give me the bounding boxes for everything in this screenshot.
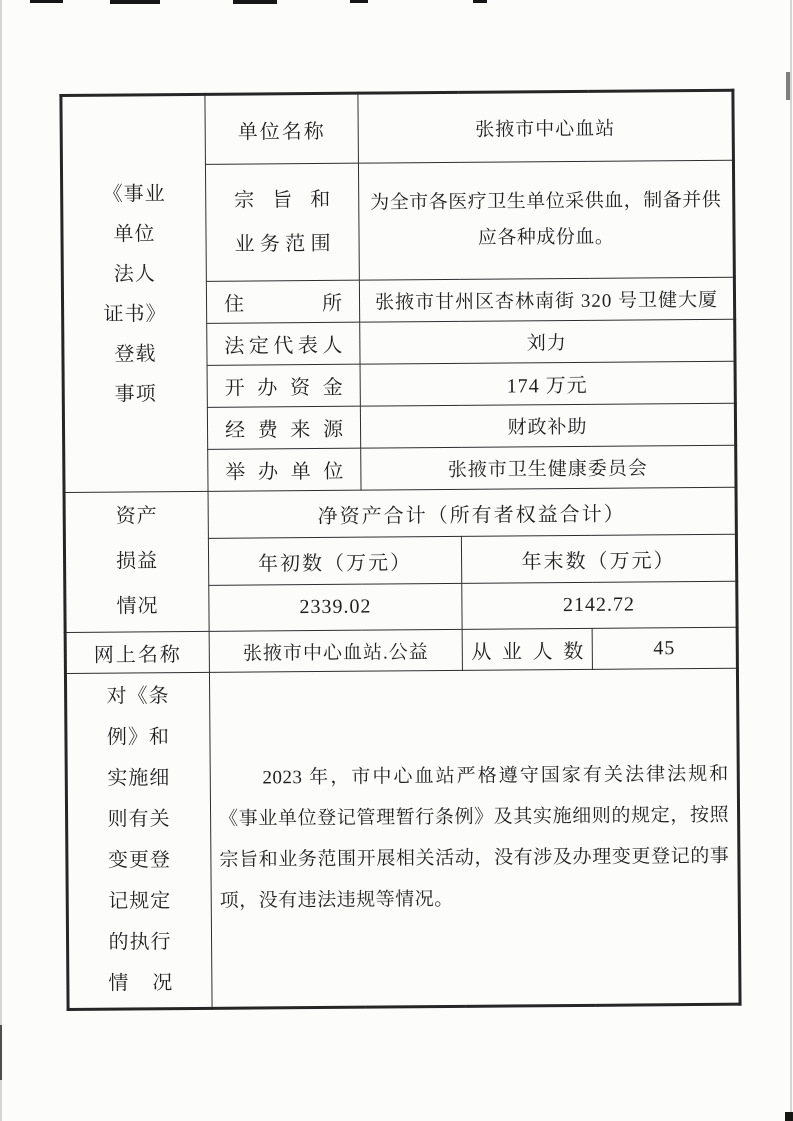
scan-artifact-left-edge xyxy=(0,0,2,1121)
compliance-title-line: 情况 xyxy=(108,972,173,995)
net-assets-header-cell xyxy=(208,487,736,539)
start-of-year-value-cell xyxy=(209,583,462,631)
end-of-year-label: 年末数（万元） xyxy=(521,549,676,573)
staff-count-value: 45 xyxy=(653,636,676,659)
staff-count-label-cell xyxy=(462,628,592,670)
address-label-cell xyxy=(206,280,359,323)
cert-title-line: 单位 xyxy=(113,222,156,246)
start-of-year-value: 2339.02 xyxy=(299,595,372,618)
organizer-label: 举办单位 xyxy=(225,460,344,484)
funding-value-cell xyxy=(360,403,735,448)
scan-artifact-top-dash xyxy=(30,0,63,3)
cert-section-title xyxy=(103,174,168,414)
compliance-title-line: 记规定 xyxy=(108,890,172,913)
online-name-label: 网上名称 xyxy=(93,643,182,667)
organizer-value-cell xyxy=(361,445,736,490)
scan-artifact-right-edge xyxy=(790,0,792,1121)
online-name-value: 张掖市中心血站.公益 xyxy=(242,641,429,665)
scan-artifact-top-dash xyxy=(350,0,368,3)
start-of-year-label: 年初数（万元） xyxy=(258,551,413,575)
end-of-year-value-cell xyxy=(462,581,737,629)
assets-section-header-cell xyxy=(64,491,209,632)
end-of-year-label-cell xyxy=(461,535,736,583)
unit-name-value-cell xyxy=(358,90,734,163)
cert-title-line: 《事业 xyxy=(102,182,166,206)
staff-count-label: 从业人数 xyxy=(471,640,584,664)
mission-label-line2: 业务范围 xyxy=(234,232,331,256)
table-row xyxy=(65,668,740,1009)
scan-artifact-top-dash xyxy=(473,0,487,3)
organizer-label-cell xyxy=(208,448,361,491)
unit-name-label: 单位名称 xyxy=(237,120,326,144)
assets-title-line: 损益 xyxy=(115,550,159,573)
compliance-title-line: 例》和 xyxy=(106,726,171,749)
compliance-title-line: 则有关 xyxy=(107,808,171,831)
online-name-value-cell xyxy=(209,629,462,672)
compliance-section-header-cell xyxy=(65,672,212,1009)
funding-value: 财政补助 xyxy=(507,416,588,439)
mission-label-cell xyxy=(205,163,359,281)
cert-title-line: 法人 xyxy=(113,262,156,286)
end-of-year-value: 2142.72 xyxy=(562,593,636,616)
compliance-text: 2023 年，市中心血站严格遵守国家有关法律法规和《事业单位登记管理暂行条例》及其实施细则的规定，按照宗旨和业务范围开展相关活动，没有涉及办理变更登记的事项，没有违法违规等情况。 xyxy=(219,763,730,912)
unit-name-value: 张掖市中心血站 xyxy=(475,118,616,141)
address-value: 张掖市甘州区杏林南街 320 号卫健大厦 xyxy=(374,289,719,314)
cert-title-line: 事项 xyxy=(114,382,157,406)
capital-label: 开办资金 xyxy=(224,376,343,400)
compliance-text-cell xyxy=(209,668,740,1008)
scan-artifact-right-mark xyxy=(786,72,790,100)
assets-section-title xyxy=(116,494,159,629)
table-row xyxy=(61,90,734,165)
cert-title-line: 证书》 xyxy=(103,302,167,326)
compliance-title-line: 的执行 xyxy=(108,931,172,954)
capital-label-cell xyxy=(207,364,360,407)
legal-rep-value-cell xyxy=(360,319,735,364)
capital-value: 174 万元 xyxy=(506,374,588,398)
table-row xyxy=(65,627,737,673)
online-name-label-cell xyxy=(65,631,209,673)
address-label: 住所 xyxy=(223,292,343,316)
mission-label-line1: 宗 旨 和 xyxy=(234,188,331,212)
unit-name-label-cell xyxy=(205,93,359,164)
net-assets-header: 净资产合计（所有者权益合计） xyxy=(317,503,626,528)
cert-title-line: 登载 xyxy=(114,342,157,366)
funding-label-cell xyxy=(207,406,360,449)
scan-artifact-left-bottom xyxy=(0,1025,2,1080)
compliance-title-line: 对《条 xyxy=(106,685,170,708)
cert-section-header-cell xyxy=(61,94,208,492)
address-value-cell xyxy=(359,277,734,322)
mission-value: 为全市各医疗卫生单位采供血，制备并供应各种成份血。 xyxy=(370,189,722,249)
start-of-year-label-cell xyxy=(208,537,461,585)
staff-count-value-cell xyxy=(592,627,737,669)
compliance-title-line: 实施细 xyxy=(107,767,171,790)
compliance-title-line: 变更登 xyxy=(107,849,172,872)
capital-value-cell xyxy=(360,361,735,406)
scan-artifact-top-dash xyxy=(110,0,160,4)
compliance-section-title xyxy=(106,676,173,1004)
scan-artifact-top-dash xyxy=(233,0,277,4)
legal-rep-label: 法定代表人 xyxy=(224,334,343,358)
registration-form-sheet xyxy=(59,89,741,1011)
legal-rep-value: 刘力 xyxy=(526,333,567,355)
mission-value-cell xyxy=(358,160,734,280)
legal-rep-label-cell xyxy=(207,322,360,365)
assets-title-line: 情况 xyxy=(116,595,159,618)
funding-label: 经费来源 xyxy=(224,418,344,442)
organizer-value: 张掖市卫生健康委员会 xyxy=(447,458,648,481)
assets-title-line: 资产 xyxy=(115,505,158,528)
registration-table xyxy=(59,89,741,1011)
table-row xyxy=(64,487,736,540)
scan-artifact-corner-blob xyxy=(785,1112,793,1121)
